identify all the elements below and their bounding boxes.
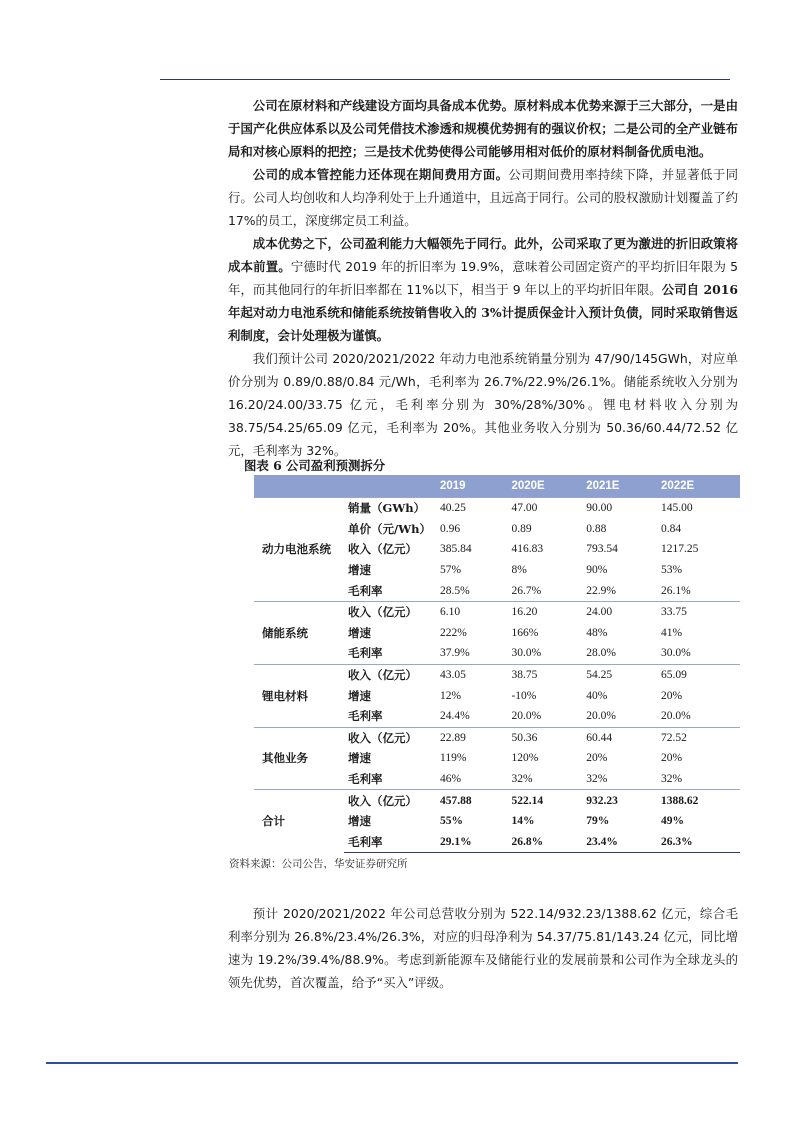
table-cell: 14% bbox=[511, 815, 535, 828]
segment-label: 锂电材料 bbox=[254, 664, 344, 727]
table-cell: 22.9% bbox=[586, 584, 616, 597]
header-year: 2020E bbox=[507, 475, 582, 498]
table-cell: 166% bbox=[511, 626, 539, 639]
table-cell: 12% bbox=[440, 689, 462, 702]
segment-label: 储能系统 bbox=[254, 601, 344, 664]
metric-label: 毛利率 bbox=[348, 646, 383, 661]
table-cell: 55% bbox=[440, 815, 463, 828]
metric-label: 收入（亿元） bbox=[348, 542, 417, 557]
header-segment bbox=[254, 475, 344, 498]
metric-label: 收入（亿元） bbox=[344, 790, 436, 811]
table-cell: 1388.62 bbox=[657, 790, 740, 811]
table-cell: 32% bbox=[511, 773, 533, 786]
table-cell: 54.25 bbox=[582, 664, 657, 685]
table-cell: 53% bbox=[660, 564, 683, 577]
metric-label: 增速 bbox=[348, 751, 371, 766]
table-cell: 46% bbox=[440, 773, 462, 786]
table-row bbox=[254, 498, 740, 519]
table-cell: 43.05 bbox=[436, 664, 507, 685]
paragraph bbox=[228, 902, 738, 994]
table-cell: 79% bbox=[586, 815, 610, 828]
header-year: 2019 bbox=[436, 475, 507, 498]
table-cell: 30.0% bbox=[660, 647, 691, 660]
paragraph bbox=[228, 232, 738, 347]
text: 宁德时代 2019 年的折旧率为 19.9%，意味着公司固定资产的平均折旧年限为 5 年，而其他同行的年折旧率都在 11%以下，相当于 9 年以上的平均折旧年限。 bbox=[228, 259, 738, 297]
header-rule bbox=[160, 79, 730, 80]
figure-title: 图表 6 公司盈利预测拆分 bbox=[244, 458, 386, 473]
metric-label: 增速 bbox=[348, 688, 371, 703]
table-cell: 222% bbox=[440, 626, 467, 639]
header-year: 2021E bbox=[582, 475, 657, 498]
body-text-top bbox=[228, 94, 738, 462]
table-cell: 20% bbox=[660, 689, 683, 702]
table-cell: 65.09 bbox=[657, 664, 740, 685]
table-cell: 26.3% bbox=[657, 832, 740, 853]
table-cell: 16.20 bbox=[507, 601, 582, 622]
table-cell: 22.89 bbox=[436, 727, 507, 748]
metric-label: 收入（亿元） bbox=[344, 601, 436, 622]
text: 公司期间费用率持续下降，并显著低于同行。公司人均创收和人均净利处于上升通道中，且远高于同行。公司的股权激励计划覆盖了约 17%的员工，深度绑定员工利益。 bbox=[228, 167, 739, 228]
metric-label: 毛利率 bbox=[348, 583, 383, 598]
table-cell: 90% bbox=[586, 564, 608, 577]
table-cell: 0.89 bbox=[511, 522, 532, 535]
table-cell: 145.00 bbox=[657, 498, 740, 519]
table-cell: 20.0% bbox=[660, 710, 691, 723]
table-cell: 37.9% bbox=[440, 647, 470, 660]
table-cell: 57% bbox=[440, 564, 462, 577]
table-cell: 40.25 bbox=[436, 498, 507, 519]
header-year: 2022E bbox=[657, 475, 740, 498]
table-cell: 26.1% bbox=[660, 584, 691, 597]
segment-label: 其他业务 bbox=[254, 727, 344, 790]
table-row bbox=[254, 790, 740, 811]
table-cell: 47.00 bbox=[507, 498, 582, 519]
table-cell: 90.00 bbox=[582, 498, 657, 519]
table-cell: 41% bbox=[660, 626, 683, 639]
metric-label: 销量（GWh） bbox=[344, 498, 436, 519]
table-row bbox=[254, 601, 740, 622]
table-cell: 33.75 bbox=[657, 601, 740, 622]
table-cell: 32% bbox=[586, 773, 608, 786]
metric-label: 毛利率 bbox=[348, 709, 383, 724]
table-cell: 522.14 bbox=[507, 790, 582, 811]
table-cell: 932.23 bbox=[582, 790, 657, 811]
table-cell: 0.96 bbox=[440, 522, 461, 535]
table-cell: 6.10 bbox=[436, 601, 507, 622]
text: 我们预计公司 2020/2021/2022 年动力电池系统销量分别为 47/90/145GWh，对应单价分别为 0.89/0.88/0.84 元/Wh，毛利率为 26.7%/22.9%/26.1%。储能系统收入分别为 16.20/24.00/33.75 亿元，毛利率分别为 30%/28%/30%。锂电材料收入分别为 38.75/54.25/65.09 亿元，毛利率为 20%。其他业务收入分别为 50.36/60.44/72.52 亿元，毛利率为 32%。 bbox=[228, 351, 738, 458]
table-cell: 23.4% bbox=[582, 832, 657, 853]
table-cell: 457.88 bbox=[436, 790, 507, 811]
segment-label: 动力电池系统 bbox=[254, 498, 344, 602]
forecast-table bbox=[254, 475, 740, 853]
table-cell: 29.1% bbox=[436, 832, 507, 853]
table-cell: 38.75 bbox=[507, 664, 582, 685]
table-cell: 72.52 bbox=[657, 727, 740, 748]
metric-label: 增速 bbox=[348, 563, 371, 578]
table-cell: 20% bbox=[586, 752, 608, 765]
table-cell: 28.5% bbox=[440, 584, 470, 597]
table-cell: 28.0% bbox=[586, 647, 616, 660]
table-cell: 24.4% bbox=[440, 710, 470, 723]
bold-text: 公司在原材料和产线建设方面均具备成本优势。原材料成本优势来源于三大部分，一是由于国产化供应体系以及公司凭借技术渗透和规模优势拥有的强议价权；二是公司的全产业链布局和对核心原料的把控；三是技术优势使得公司能够用相对低价的原材料制备优质电池。 bbox=[228, 98, 738, 159]
paragraph bbox=[228, 94, 738, 163]
metric-label: 毛利率 bbox=[344, 832, 436, 853]
table-cell: 793.54 bbox=[586, 543, 618, 556]
table-cell: -10% bbox=[511, 689, 537, 702]
source-note: 资料来源：公司公告，华安证券研究所 bbox=[229, 858, 408, 870]
footer-rule bbox=[46, 1062, 738, 1064]
table-row bbox=[254, 664, 740, 685]
metric-label: 毛利率 bbox=[348, 772, 383, 787]
table-cell: 26.8% bbox=[507, 832, 582, 853]
table-cell: 0.88 bbox=[586, 522, 607, 535]
table-cell: 20.0% bbox=[511, 710, 542, 723]
table-cell: 40% bbox=[586, 689, 608, 702]
table-cell: 119% bbox=[440, 752, 467, 765]
table-cell: 20% bbox=[660, 752, 683, 765]
metric-label: 增速 bbox=[348, 625, 371, 640]
table-cell: 1217.25 bbox=[660, 543, 699, 556]
table-cell: 24.00 bbox=[582, 601, 657, 622]
table-cell: 48% bbox=[586, 626, 608, 639]
table-row bbox=[254, 727, 740, 748]
table-cell: 385.84 bbox=[440, 543, 472, 556]
table-cell: 416.83 bbox=[511, 543, 544, 556]
table-cell: 60.44 bbox=[582, 727, 657, 748]
table-cell: 8% bbox=[511, 564, 527, 577]
table-cell: 32% bbox=[660, 773, 683, 786]
table-header-row bbox=[254, 475, 740, 498]
table-cell: 49% bbox=[660, 815, 684, 828]
segment-label: 合计 bbox=[254, 790, 344, 853]
metric-label: 收入（亿元） bbox=[344, 664, 436, 685]
table-cell: 30.0% bbox=[511, 647, 542, 660]
metric-label: 增速 bbox=[348, 814, 371, 829]
paragraph bbox=[228, 347, 738, 462]
table-cell: 26.7% bbox=[511, 584, 542, 597]
table-cell: 120% bbox=[511, 752, 539, 765]
text: 预计 2020/2021/2022 年公司总营收分别为 522.14/932.23/1388.62 亿元，综合毛利率分别为 26.8%/23.4%/26.3%，对应的归母净利为 54.37/75.81/143.24 亿元，同比增速为 19.2%/39.4%/88.9%。考虑到新能源车及储能行业的发展前景和公司作为全球龙头的领先优势，首次覆盖，给予“买入”评级。 bbox=[228, 906, 738, 990]
table-cell: 0.84 bbox=[660, 522, 682, 535]
paragraph bbox=[228, 163, 738, 232]
body-text-bottom bbox=[228, 902, 738, 994]
bold-text: 公司的成本管控能力还体现在期间费用方面。 bbox=[252, 167, 509, 182]
metric-label: 收入（亿元） bbox=[344, 727, 436, 748]
table-cell: 50.36 bbox=[507, 727, 582, 748]
metric-label: 单价（元/Wh） bbox=[348, 521, 431, 536]
bold-text: 成本优势之下，公司盈利能力大幅领先于同行。此外，公司采取了更为激进的折旧政策将成本前置。 bbox=[228, 236, 738, 274]
bold-text: 公司自 2016 年起对动力电池系统和储能系统按销售收入的 3%计提质保金计入预计负债，同时采取销售返利制度，会计处理极为谨慎。 bbox=[228, 282, 738, 343]
header-metric bbox=[344, 475, 436, 498]
table-cell: 20.0% bbox=[586, 710, 616, 723]
